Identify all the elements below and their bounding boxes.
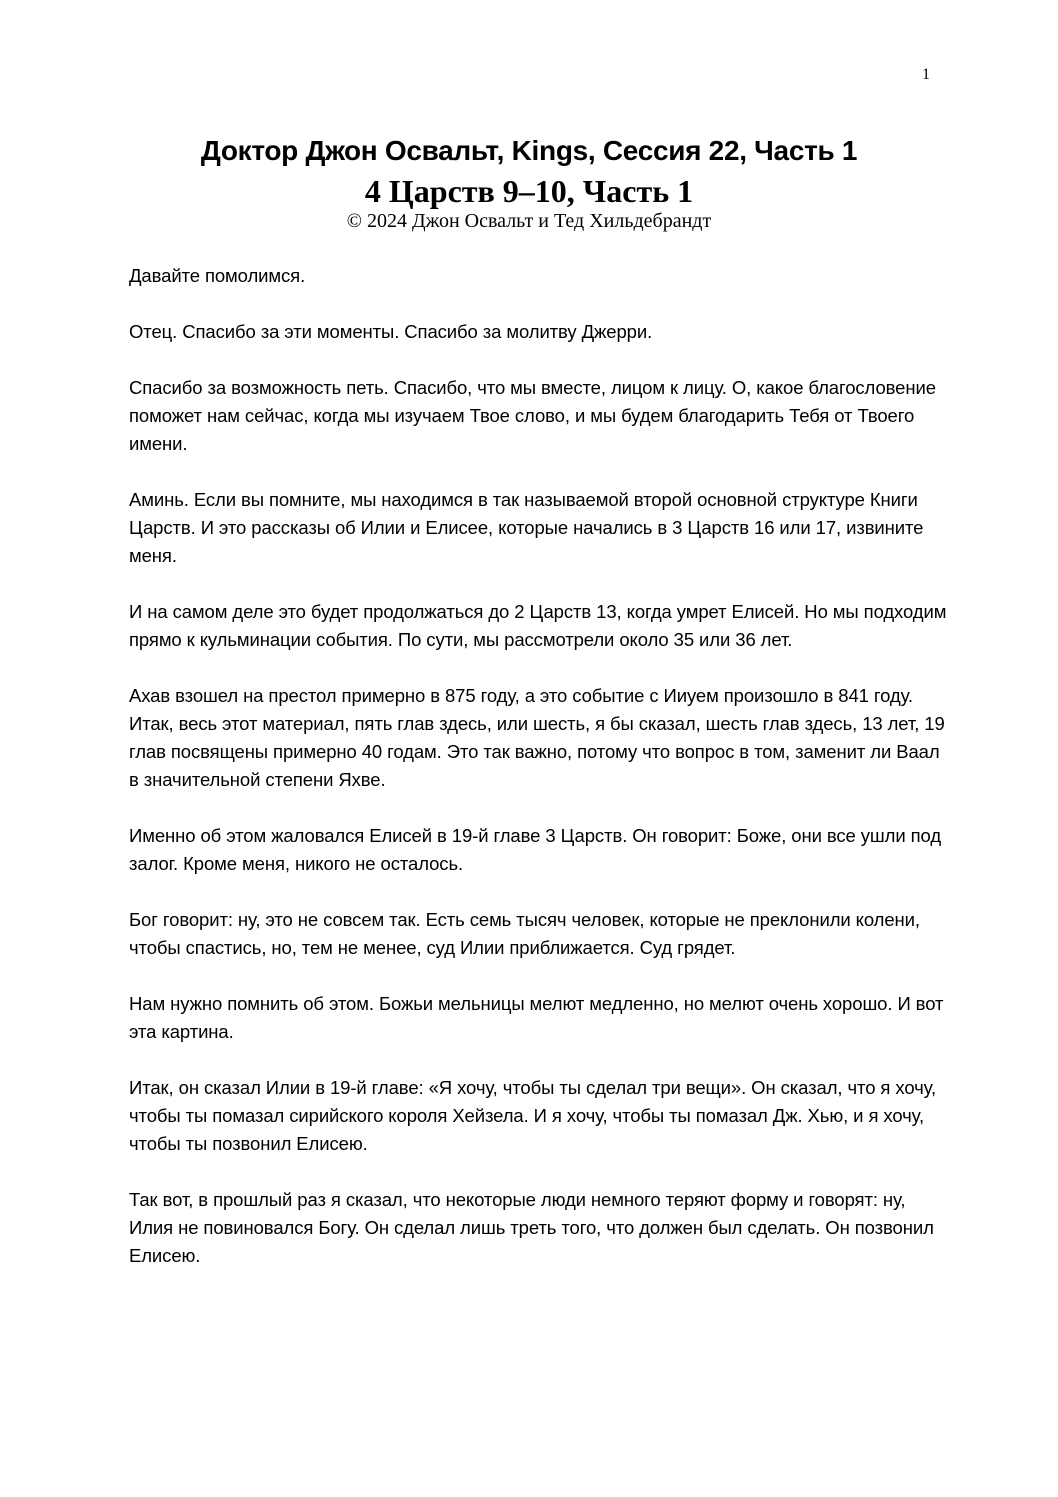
- paragraph: Отец. Спасибо за эти моменты. Спасибо за молитву Джерри.: [129, 321, 653, 342]
- paragraph: И на самом деле это будет продолжаться до 2 Царств 13, когда умрет Елисей. Но мы подходим прямо к кульминации события. По сути, мы рассмотрели около 35 или 36 лет.: [129, 601, 947, 650]
- document-subtitle: 4 Царств 9–10, Часть 1: [364, 173, 694, 209]
- paragraph: Бог говорит: ну, это не совсем так. Есть семь тысяч человек, которые не преклонили колени, чтобы спастись, но, тем не менее, суд Илии приближается. Суд грядет.: [129, 909, 920, 958]
- document-header: [0, 132, 1058, 232]
- paragraph: Так вот, в прошлый раз я сказал, что некоторые люди немного теряют форму и говорят: ну, Илия не повиновался Богу. Он сделал лишь треть того, что должен был сделать. Он позвонил Елисею.: [129, 1189, 934, 1266]
- page-number: 1: [922, 66, 930, 83]
- document-title: Доктор Джон Освальт, Kings, Сессия 22, Часть 1: [200, 135, 858, 166]
- paragraph: Ахав взошел на престол примерно в 875 году, а это событие с Ииуем произошло в 841 году. Итак, весь этот материал, пять глав здесь, или шесть, я бы сказал, шесть глав здесь, 13 лет, 19 глав посвящены примерно 40 годам. Это так важно, потому что вопрос в том, заменит ли Ваал в значительной степени Яхве.: [129, 685, 945, 790]
- paragraph: Давайте помолимся.: [129, 265, 306, 286]
- paragraph: Спасибо за возможность петь. Спасибо, что мы вместе, лицом к лицу. О, какое благословение поможет нам сейчас, когда мы изучаем Твое слово, и мы будем благодарить Тебя от Твоего имени.: [129, 377, 936, 454]
- copyright-notice: © 2024 Джон Освальт и Тед Хильдебрандт: [346, 210, 712, 232]
- paragraph: Именно об этом жаловался Елисей в 19-й главе 3 Царств. Он говорит: Боже, они все ушли под залог. Кроме меня, никого не осталось.: [129, 825, 942, 874]
- paragraph: Аминь. Если вы помните, мы находимся в так называемой второй основной структуре Книги Царств. И это рассказы об Илии и Елисее, которые начались в 3 Царств 16 или 17, извините меня.: [129, 489, 924, 566]
- document-body: [129, 262, 949, 1298]
- paragraph: Нам нужно помнить об этом. Божьи мельницы мелют медленно, но мелют очень хорошо. И вот эта картина.: [129, 993, 944, 1042]
- paragraph: Итак, он сказал Илии в 19-й главе: «Я хочу, чтобы ты сделал три вещи». Он сказал, что я хочу, чтобы ты помазал сирийского короля Хейзела. И я хочу, чтобы ты помазал Дж. Хью, и я хочу, чтобы ты позвонил Елисею.: [129, 1077, 936, 1154]
